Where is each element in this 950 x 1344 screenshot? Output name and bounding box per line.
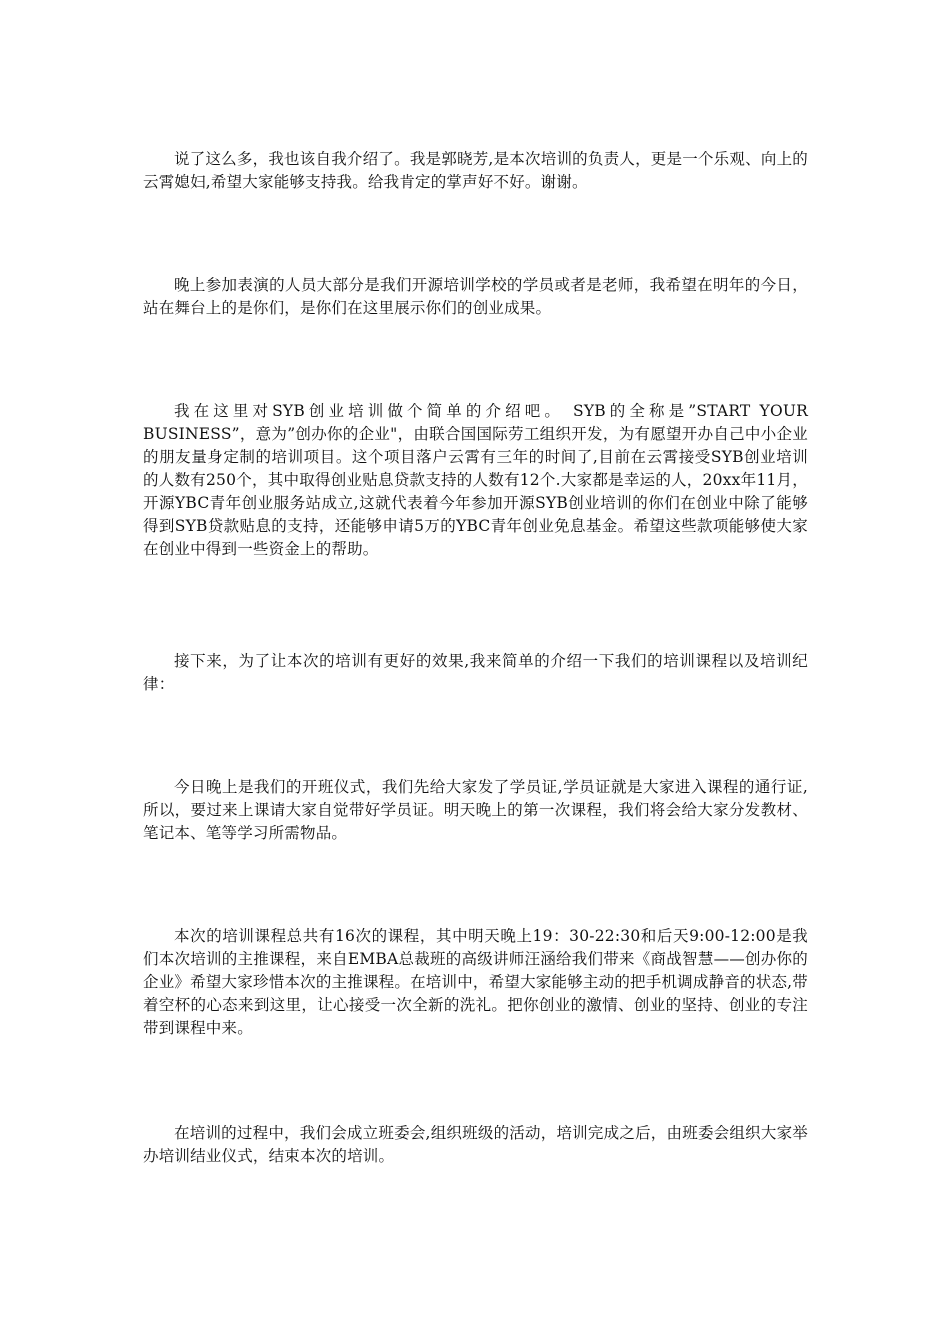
paragraph-self-introduction: 说了这么多，我也该自我介绍了。我是郭晓芳,是本次培训的负责人，更是一个乐观、向上的云霄媳妇,希望大家能够支持我。给我肯定的掌声好不好。谢谢。 [143, 150, 808, 191]
paragraph-course-schedule: 本次的培训课程总共有16次的课程，其中明天晚上19：30-22:30和后天9:00-12:00是我们本次培训的主推课程，来自EMBA总裁班的高级讲师汪涵给我们带来《商战智慧——创办你的企业》希望大家珍惜本次的主推课程。在培训中，希望大家能够主动的把手机调成静音的状态,带着空杯的心态来到这里，让心接受一次全新的洗礼。把你创业的激情、创业的坚持、创业的专注带到课程中来。 [143, 927, 808, 1037]
paragraph-opening-ceremony: 今日晚上是我们的开班仪式，我们先给大家发了学员证,学员证就是大家进入课程的通行证,所以，要过来上课请大家自觉带好学员证。明天晚上的第一次课程，我们将会给大家分发教材、笔记本、笔等学习所需物品。 [143, 778, 808, 842]
paragraph-course-overview-intro: 接下来，为了让本次的培训有更好的效果,我来简单的介绍一下我们的培训课程以及培训纪律： [143, 652, 808, 693]
paragraph-class-committee: 在培训的过程中，我们会成立班委会,组织班级的活动，培训完成之后，由班委会组织大家举办培训结业仪式，结束本次的培训。 [143, 1124, 808, 1165]
paragraph-syb-introduction: 我在这里对SYB创业培训做个简单的介绍吧。 SYB的全称是”START YOUR BUSINESS”，意为”创办你的企业"，由联合国国际劳工组织开发，为有愿望开办自己中小企业的朋友量身定制的培训项目。这个项目落户云霄有三年的时间了,目前在云霄接受SYB创业培训的人数有250个，其中取得创业贴息贷款支持的人数有12个.大家都是幸运的人，20xx年11月，开源YBC青年创业服务站成立,这就代表着今年参加开源SYB创业培训的你们在创业中除了能够得到SYB贷款贴息的支持，还能够申请5万的YBC青年创业免息基金。希望这些款项能够使大家在创业中得到一些资金上的帮助。 [143, 402, 808, 558]
paragraph-performers: 晚上参加表演的人员大部分是我们开源培训学校的学员或者是老师，我希望在明年的今日，站在舞台上的是你们，是你们在这里展示你们的创业成果。 [143, 276, 808, 317]
